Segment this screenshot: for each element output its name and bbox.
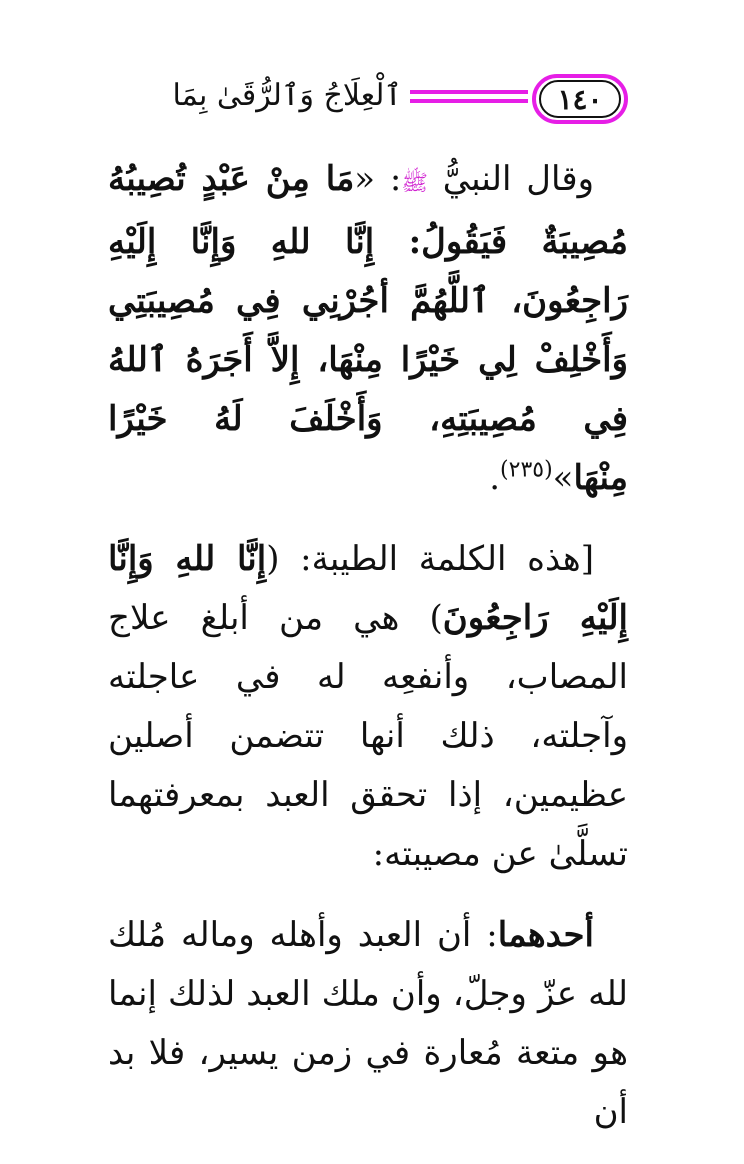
running-title: ٱلْعِلَاجُ وَٱلرُّقَىٰ بِمَا [172,78,402,113]
hadith-end: . [489,458,501,498]
paragraph-first-principle [108,906,628,1142]
footnote-marker: (٢٣٥) [500,457,553,483]
hadith-intro: وقال النبيُّ [442,159,594,199]
page-header [108,72,628,132]
header-divider [410,90,528,104]
explanation-intro: [هذه الكلمة الطيبة: ( [266,539,594,579]
hadith-text: مَا مِنْ عَبْدٍ تُصِيبُهُ مُصِيبَةٌ فَيَقُولُ: إِنَّا للهِ وَإِنَّا إِلَيْهِ رَاجِعُونَ، ٱللَّهُمَّ أجُرْنِي فِي مُصِيبَتِي وَأَخْلِفْ لِي خَيْرًا مِنْهَا، إِلاَّ أَجَرَهُ ٱللهُ فِي مُصِيبَتِهِ، وَأَخْلَفَ لَهُ خَيْرًا مِنْهَا [108,159,628,498]
explanation-quote: إِنَّا للهِ وَإِنَّا إِلَيْهِ رَاجِعُونَ [108,539,628,638]
page-number-badge [532,74,628,124]
paragraph-explanation [108,530,628,884]
hadith-close: » [552,458,574,498]
header-divider-line-bottom [410,99,528,103]
header-divider-line-top [410,90,528,94]
page-number: ١٤٠ [539,80,621,118]
paragraph-hadith [108,150,628,508]
first-principle-lead: أحدهما [497,915,594,955]
salawat-glyph: ﷺ [401,171,428,196]
page-body [108,150,628,1164]
first-principle-text: : أن العبد وأهله وماله مُلك لله عزّ وجلّ، وأن ملك العبد لذلك إنما هو متعة مُعارة في زمن يسير، فلا بد أن [108,915,628,1132]
explanation-rest: ) هي من أبلغ علاج المصاب، وأنفعِه له في عاجلته وآجلته، ذلك أنها تتضمن أصلين عظيمين، إذا تحقق العبد بمعرفتهما تسلَّىٰ عن مصيبته: [108,598,628,874]
hadith-open: : « [354,159,402,199]
